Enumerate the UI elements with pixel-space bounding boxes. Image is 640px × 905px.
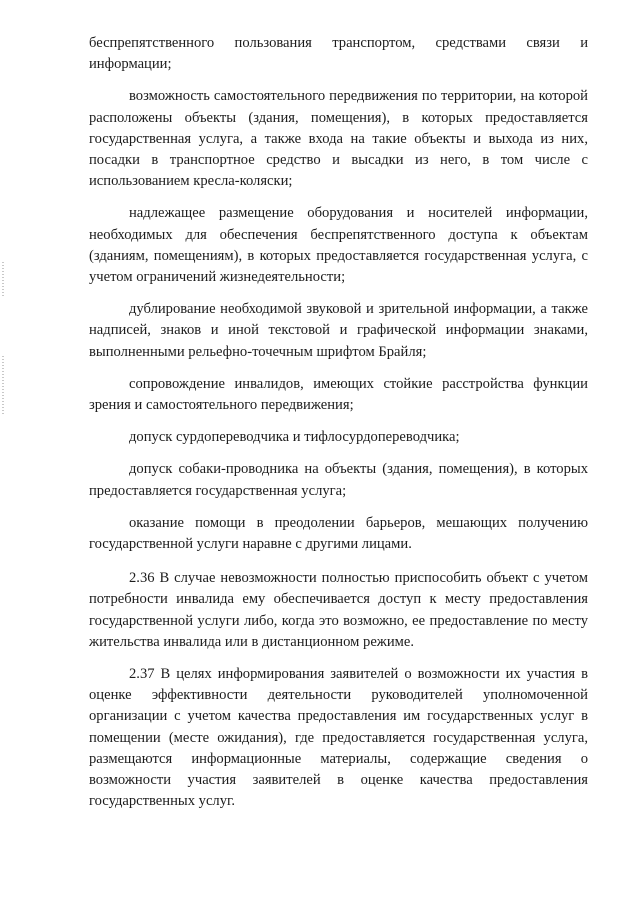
- paragraph-guide-dog: допуск собаки-проводника на объекты (здания, помещения), в которых предоставляется государственная услуга;: [89, 461, 588, 499]
- paragraph-escort-disabled: сопровождение инвалидов, имеющих стойкие расстройства функции зрения и самостоятельного передвижения;: [89, 375, 588, 414]
- paragraph-section-2-37: 2.37 В целях информирования заявителей о возможности их участия в оценке эффективности деятельности руководителей уполномоченной организации с учетом качества предоставления им государственных услуг в помещении (месте ожидания), где предоставляется государственная услуга, размещаются информационные материалы, содержащие сведения о возможности участия заявителей в оценке качества предоставления государственных услуг.: [89, 666, 588, 810]
- scan-artifact: [2, 356, 4, 416]
- paragraph-sign-interpreter: допуск сурдопереводчика и тифлосурдопереводчика;: [129, 429, 460, 446]
- paragraph-braille-duplication: дублирование необходимой звуковой и зрительной информации, а также надписей, знаков и иной текстовой и графической информации знаками, выполненными рельефно-точечным шрифтом Брайля;: [89, 301, 588, 360]
- paragraph-section-2-36: 2.36 В случае невозможности полностью приспособить объект с учетом потребности инвалида ему обеспечивается доступ к месту предоставления государственной услуги либо, когда это возможно, ее предоставление по месту жительства инвалида или в дистанционном режиме.: [89, 570, 588, 650]
- paragraph-barrier-assistance: оказание помощи в преодолении барьеров, мешающих получению государственной услуги наравне с другими лицами.: [89, 514, 588, 553]
- paragraph-transport-communication: беспрепятственного пользования транспортом, средствами связи и информации;: [89, 35, 588, 73]
- paragraph-equipment-placement: надлежащее размещение оборудования и носителей информации, необходимых для обеспечения беспрепятственного доступа к объектам (зданиям, помещениям), в которых предоставляется государственная услуга, с учетом ограничений жизнедеятельности;: [89, 205, 588, 286]
- scan-artifact: [2, 262, 4, 296]
- paragraph-independent-movement: возможность самостоятельного передвижения по территории, на которой расположены объекты (здания, помещения), в которых предоставляется государственная услуга, а также входа на такие объекты и выхода из них, посадки в транспортное средство и высадки из него, в том числе с использованием кресла-коляски;: [89, 88, 588, 190]
- document-body: [89, 33, 588, 813]
